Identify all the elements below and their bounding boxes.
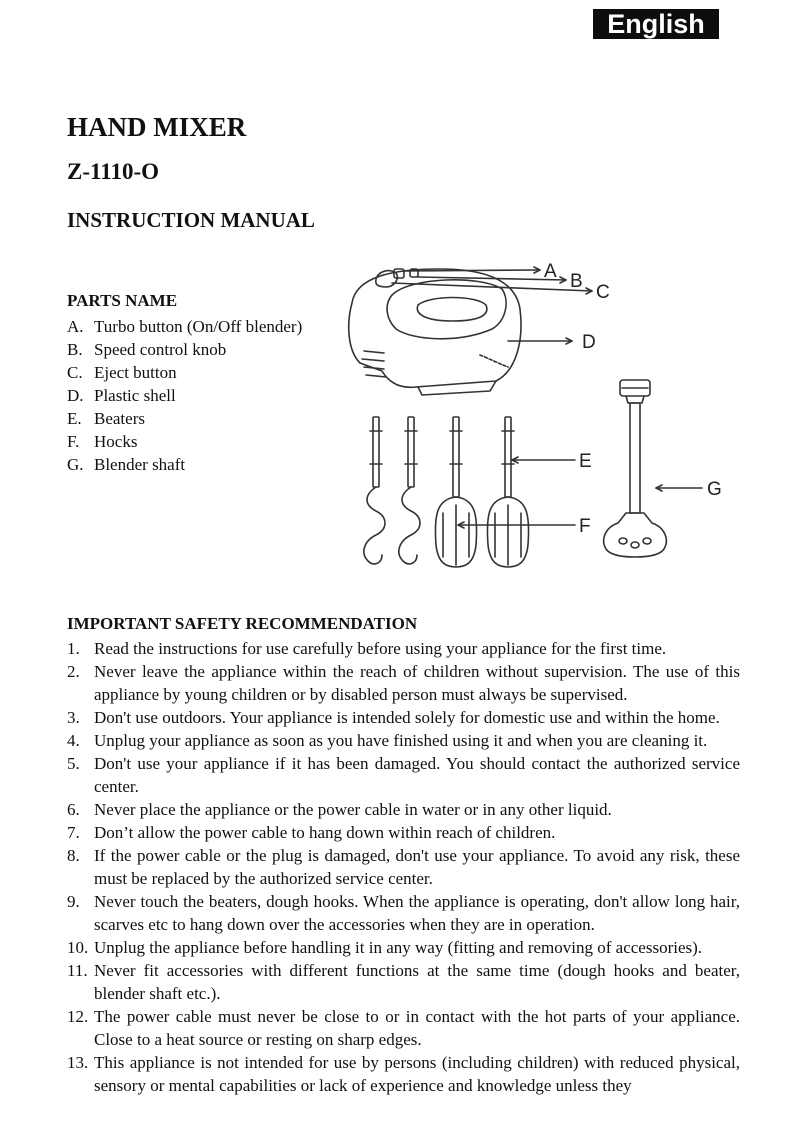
safety-item-number: 3. — [67, 708, 80, 727]
safety-item — [67, 821, 740, 844]
safety-item — [67, 660, 740, 706]
safety-item — [67, 1005, 740, 1051]
safety-item-number: 11. — [67, 961, 88, 980]
safety-item-number: 4. — [67, 731, 80, 750]
safety-list — [67, 637, 740, 1097]
safety-item — [67, 936, 740, 959]
diagram-label-a: A — [544, 261, 557, 282]
safety-item-text: Never leave the appliance within the reach of children without supervision. The use of this appliance by young children or by disabled person must always be supervised. — [94, 662, 740, 704]
beater-illustration — [487, 417, 528, 567]
dough-hook-illustration — [399, 417, 420, 564]
safety-item-text: This appliance is not intended for use by persons (including children) with reduced physical, sensory or mental capabilities or lack of experience and knowledge unless they — [94, 1053, 740, 1095]
diagram-label-d: D — [582, 332, 596, 353]
diagram-label-g: G — [707, 479, 722, 500]
parts-list-item — [67, 430, 302, 453]
safety-item — [67, 798, 740, 821]
part-letter: E. — [67, 409, 82, 428]
safety-item-text: Don't use outdoors. Your appliance is intended solely for domestic use and within the home. — [94, 708, 720, 727]
part-name: Speed control knob — [94, 340, 227, 359]
diagram-label-e: E — [579, 451, 592, 472]
part-name: Blender shaft — [94, 455, 186, 474]
safety-section-title: IMPORTANT SAFETY RECOMMENDATION — [67, 614, 418, 633]
parts-list-item — [67, 315, 302, 338]
parts-list-item — [67, 361, 302, 384]
safety-item-number: 12. — [67, 1007, 89, 1026]
safety-item-number: 6. — [67, 800, 80, 819]
safety-item-text: Unplug the appliance before handling it in any way (fitting and removing of accessories). — [94, 938, 703, 957]
parts-list-item — [67, 338, 302, 361]
safety-item — [67, 706, 740, 729]
safety-item-number: 13. — [67, 1053, 89, 1072]
safety-item-number: 7. — [67, 823, 80, 842]
part-name: Plastic shell — [94, 386, 176, 405]
safety-item-number: 2. — [67, 662, 80, 681]
hand-mixer-diagram — [330, 255, 730, 575]
safety-item — [67, 890, 740, 936]
part-name: Hocks — [94, 432, 138, 451]
safety-item-text: Don’t allow the power cable to hang down within reach of children. — [94, 823, 556, 842]
language-badge: English — [593, 9, 719, 39]
parts-list — [67, 315, 302, 476]
safety-item-text: Never place the appliance or the power cable in water or in any other liquid. — [94, 800, 612, 819]
safety-item — [67, 752, 740, 798]
safety-item-text: Read the instructions for use carefully before using your appliance for the first time. — [94, 639, 667, 658]
safety-item-text: Unplug your appliance as soon as you have finished using it and when you are cleaning it. — [94, 731, 708, 750]
safety-item-text: Never fit accessories with different functions at the same time (dough hooks and beater, blender shaft etc.). — [94, 961, 740, 1003]
safety-item-number: 9. — [67, 892, 80, 911]
model-number: Z-1110-O — [67, 159, 160, 184]
safety-item — [67, 959, 740, 1005]
part-name: Turbo button (On/Off blender) — [94, 317, 303, 336]
safety-item — [67, 844, 740, 890]
safety-item-text: If the power cable or the plug is damaged, don't use your appliance. To avoid any risk, these must be replaced by the authorized service center. — [94, 846, 740, 888]
safety-item-text: The power cable must never be close to or in contact with the hot parts of your appliance. Close to a heat source or resting on sharp edges. — [94, 1007, 740, 1049]
safety-item-number: 5. — [67, 754, 80, 773]
part-letter: D. — [67, 386, 84, 405]
part-letter: B. — [67, 340, 83, 359]
parts-list-item — [67, 453, 302, 476]
part-name: Beaters — [94, 409, 145, 428]
diagram-label-b: B — [570, 271, 583, 292]
blender-shaft-illustration — [604, 380, 667, 557]
parts-list-item — [67, 407, 302, 430]
safety-item — [67, 1051, 740, 1097]
product-title: HAND MIXER — [67, 112, 247, 142]
manual-title: INSTRUCTION MANUAL — [67, 208, 315, 232]
diagram-label-f: F — [579, 516, 591, 537]
beater-illustration — [435, 417, 476, 567]
leader-lines-upper — [392, 267, 592, 344]
part-letter: F. — [67, 432, 80, 451]
part-letter: C. — [67, 363, 83, 382]
parts-list-item — [67, 384, 302, 407]
safety-item-number: 8. — [67, 846, 80, 865]
dough-hook-illustration — [364, 417, 385, 564]
part-letter: G. — [67, 455, 84, 474]
safety-item-number: 1. — [67, 639, 80, 658]
safety-item-number: 10. — [67, 938, 89, 957]
part-letter: A. — [67, 317, 84, 336]
part-name: Eject button — [94, 363, 177, 382]
safety-item-text: Never touch the beaters, dough hooks. When the appliance is operating, don't allow long hair, scarves etc to hang down over the accessories when they are in operation. — [94, 892, 740, 934]
safety-item — [67, 729, 740, 752]
diagram-label-c: C — [596, 282, 610, 303]
parts-section-title: PARTS NAME — [67, 291, 178, 310]
safety-item-text: Don't use your appliance if it has been damaged. You should contact the authorized service center. — [94, 754, 740, 796]
safety-item — [67, 637, 740, 660]
